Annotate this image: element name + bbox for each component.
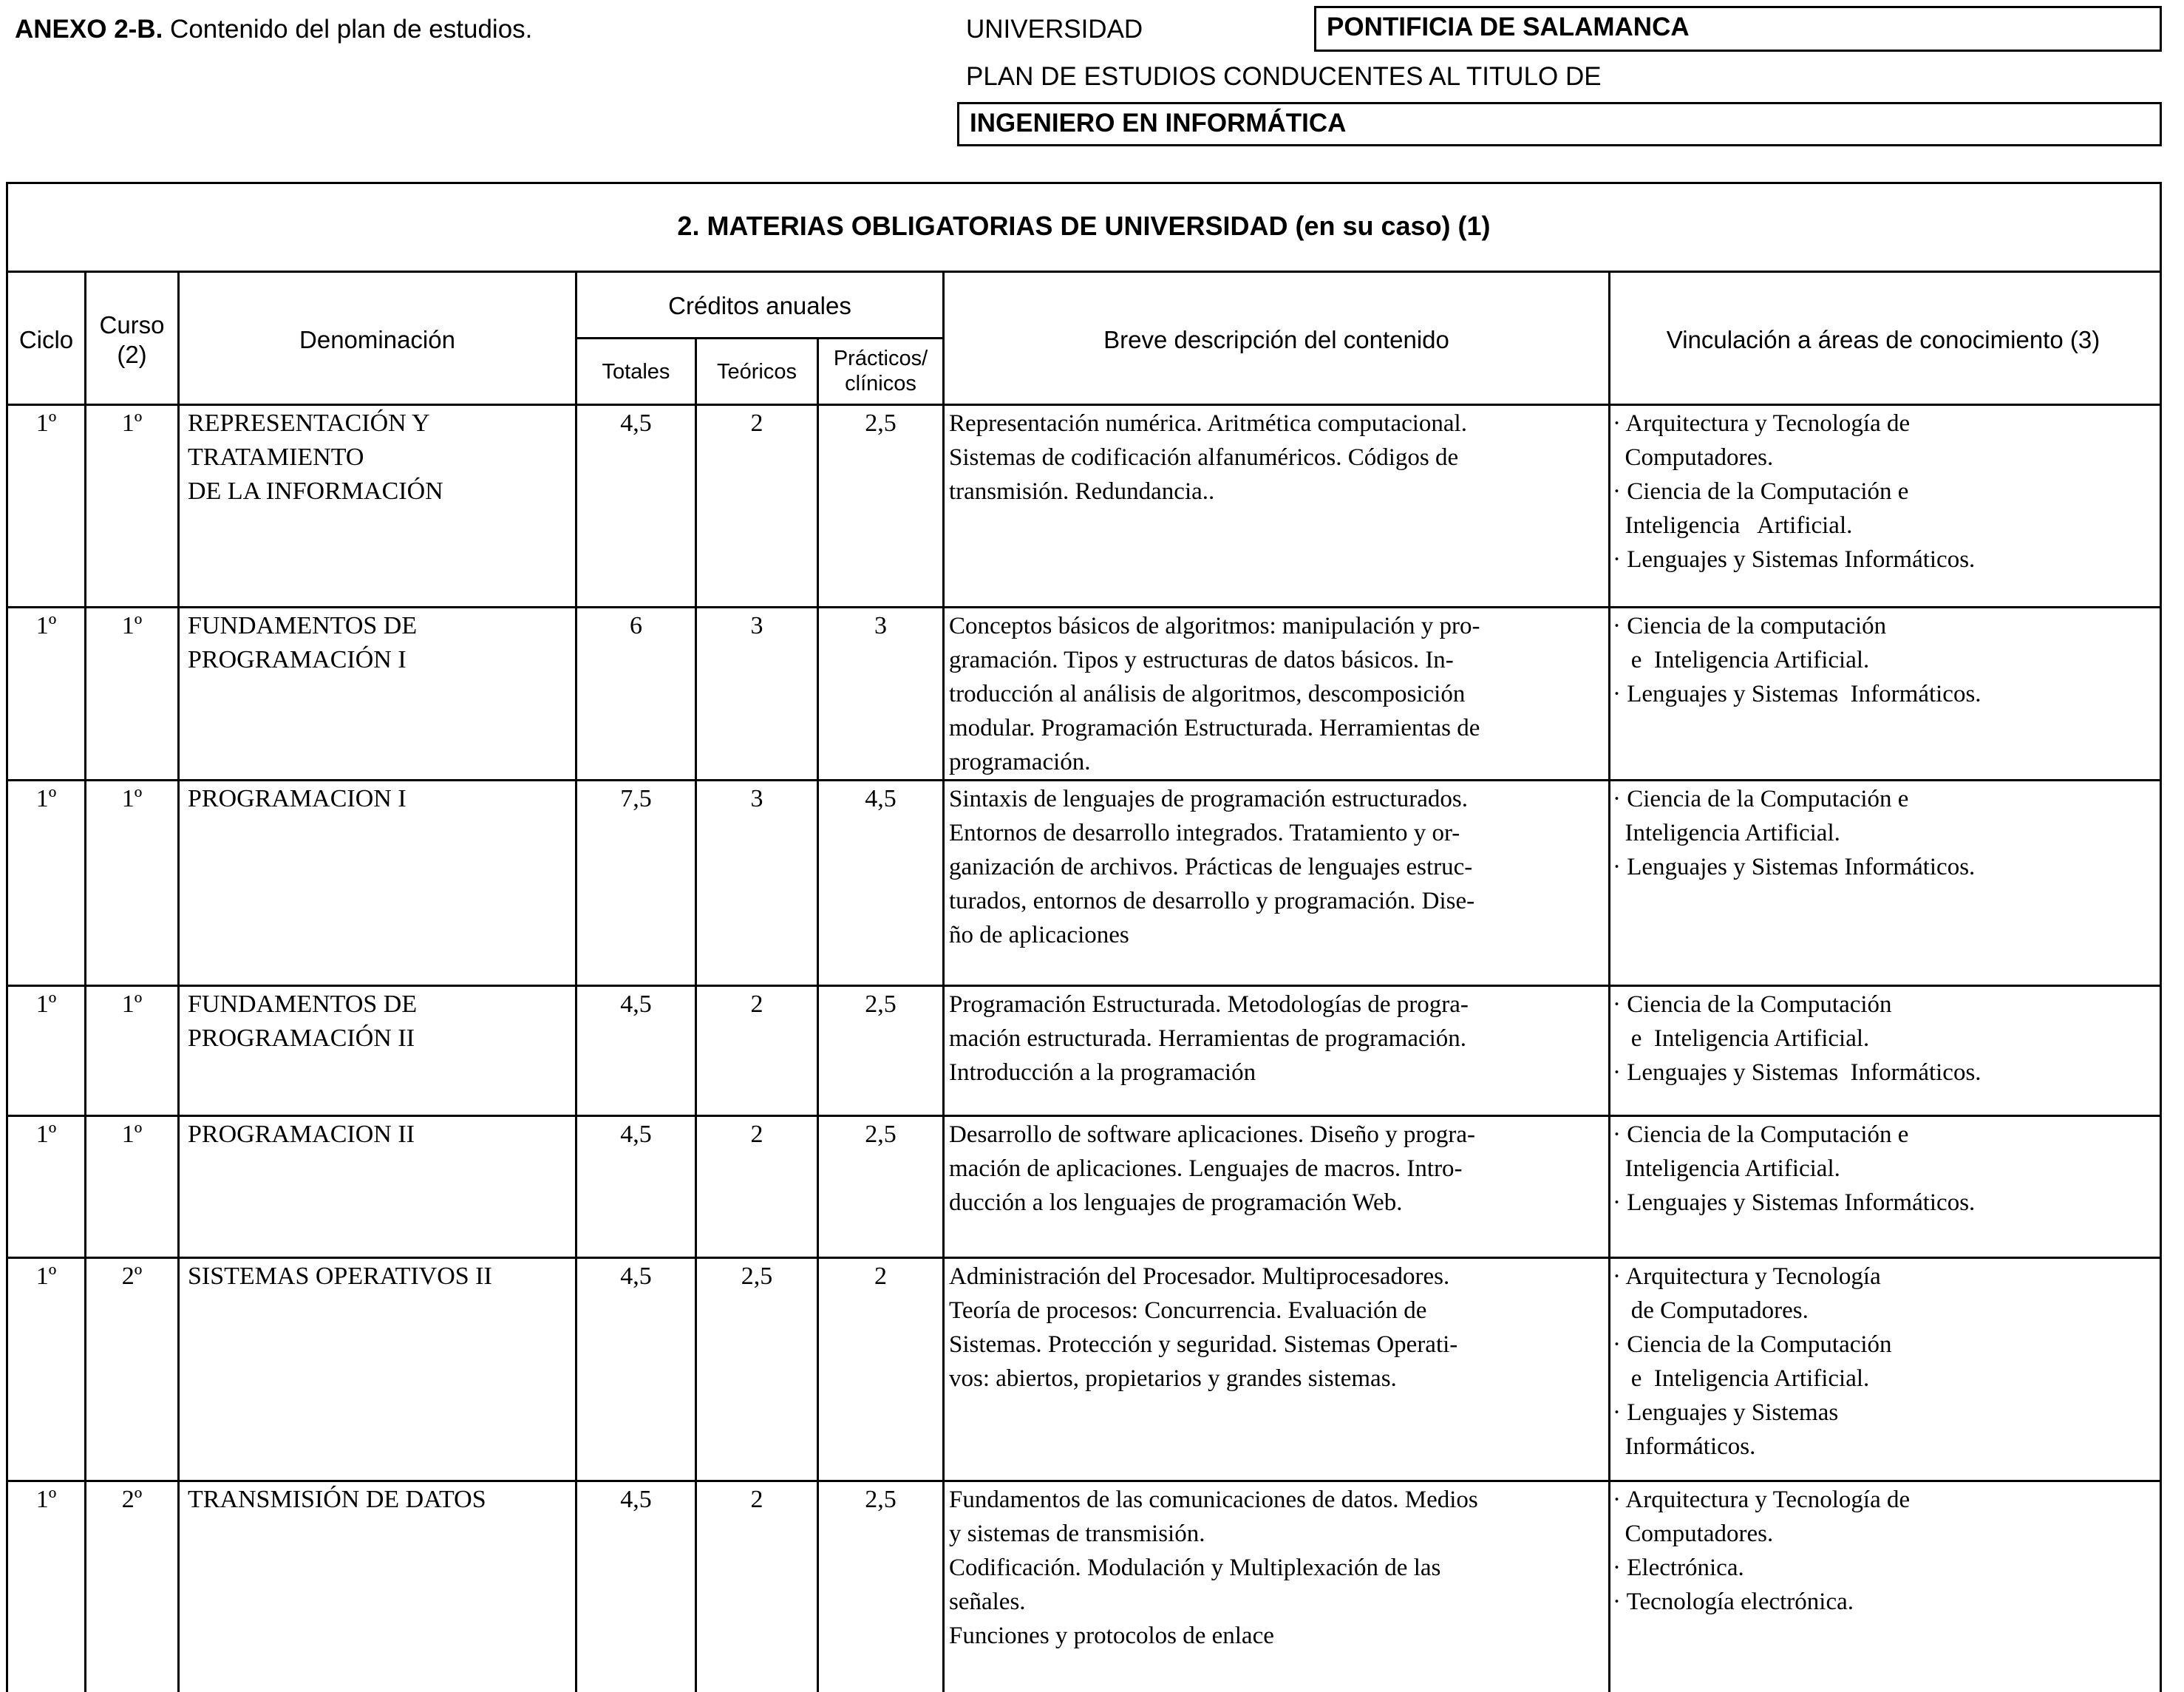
- description-line: Desarrollo de software aplicaciones. Diseño y progra-: [949, 1121, 1475, 1148]
- cell-practicos: [818, 988, 943, 1022]
- description-line: turados, entornos de desarrollo y programación. Dise-: [949, 888, 1475, 914]
- description-line: mación de aplicaciones. Lenguajes de macros. Intro-: [949, 1155, 1463, 1182]
- col-header-teoricos: Teóricos: [717, 360, 797, 384]
- description-line: ño de aplicaciones: [949, 922, 1129, 948]
- cell-totales: [576, 988, 695, 1022]
- description-line: Teoría de procesos: Concurrencia. Evaluación de: [949, 1297, 1427, 1324]
- practicos-value: 2,5: [865, 991, 897, 1018]
- area-line: Informáticos.: [1613, 1433, 1756, 1460]
- area-line: de Computadores.: [1613, 1297, 1809, 1324]
- area-line: · Arquitectura y Tecnología de: [1613, 410, 1911, 437]
- cell-denominacion: [188, 1260, 492, 1294]
- curso-value: 1º: [121, 785, 143, 812]
- area-line: · Lenguajes y Sistemas: [1613, 1399, 1839, 1426]
- cell-teoricos: [696, 407, 817, 441]
- area-line: · Arquitectura y Tecnología: [1613, 1263, 1881, 1290]
- cell-vinculacion: [1613, 1260, 1892, 1464]
- practicos-value: 2,5: [865, 410, 897, 437]
- cell-practicos: [818, 1260, 943, 1294]
- area-line: · Lenguajes y Sistemas Informáticos.: [1613, 681, 1981, 707]
- col-sep-practicos: [942, 271, 945, 1692]
- rule-header-bottom: [6, 404, 2162, 406]
- section-title: 2. MATERIAS OBLIGATORIAS DE UNIVERSIDAD (en su caso) (1): [677, 211, 1491, 241]
- area-line: · Tecnología electrónica.: [1613, 1589, 1854, 1615]
- cell-curso: [86, 407, 178, 441]
- description-line: modular. Programación Estructurada. Herramientas de: [949, 715, 1480, 741]
- cell-descripcion: [949, 782, 1474, 952]
- col-header-ciclo: Ciclo: [18, 326, 74, 353]
- cell-ciclo: [7, 988, 85, 1022]
- area-line: · Ciencia de la Computación: [1613, 1331, 1892, 1358]
- annex-description: Contenido del plan de estudios.: [163, 15, 533, 44]
- description-line: Fundamentos de las comunicaciones de datos. Medios: [949, 1487, 1478, 1513]
- rule-row-6: [6, 1480, 2162, 1482]
- cell-denominacion: [188, 988, 417, 1056]
- practicos-value: 2,5: [865, 1486, 897, 1513]
- description-line: transmisión. Redundancia..: [949, 478, 1215, 505]
- rule-row-1: [6, 606, 2162, 608]
- description-line: ducción a los lenguajes de programación Web.: [949, 1189, 1403, 1216]
- subject-name-line: PROGRAMACION I: [188, 785, 406, 812]
- totales-value: 4,5: [620, 1121, 652, 1148]
- totales-value: 4,5: [620, 991, 652, 1018]
- col-header-descripcion: Breve descripción del contenido: [1103, 326, 1449, 353]
- area-line: · Lenguajes y Sistemas Informáticos.: [1613, 1189, 1976, 1216]
- col-sep-ciclo: [84, 271, 86, 1692]
- cell-vinculacion: [1613, 782, 1975, 884]
- university-name-box: PONTIFICIA DE SALAMANCA: [1314, 6, 2162, 52]
- annex-heading: [15, 15, 532, 44]
- totales-value: 6: [630, 612, 642, 639]
- description-line: Programación Estructurada. Metodologías de progra-: [949, 991, 1469, 1018]
- cell-teoricos: [696, 1483, 817, 1517]
- curso-value: 1º: [121, 410, 143, 437]
- cell-curso: [86, 782, 178, 816]
- cell-descripcion: [949, 1260, 1457, 1396]
- cell-ciclo: [7, 782, 85, 816]
- cell-curso: [86, 988, 178, 1022]
- ciclo-value: 1º: [35, 785, 57, 812]
- area-line: · Ciencia de la computación: [1613, 613, 1887, 639]
- curso-value: 1º: [121, 1121, 143, 1148]
- area-line: · Electrónica.: [1613, 1555, 1744, 1581]
- description-line: señales.: [949, 1589, 1026, 1615]
- col-sep-descripcion: [1608, 271, 1610, 1692]
- cell-denominacion: [188, 609, 417, 677]
- rule-row-3: [6, 985, 2162, 987]
- teoricos-value: 2: [750, 1486, 763, 1513]
- area-line: · Ciencia de la Computación: [1613, 991, 1892, 1018]
- description-line: vos: abiertos, propietarios y grandes sistemas.: [949, 1365, 1397, 1392]
- curso-value: 1º: [121, 991, 143, 1018]
- cell-teoricos: [696, 609, 817, 643]
- description-line: mación estructurada. Herramientas de programación.: [949, 1025, 1467, 1052]
- area-line: · Ciencia de la Computación e: [1613, 1121, 1909, 1148]
- ciclo-value: 1º: [35, 1121, 57, 1148]
- description-line: Administración del Procesador. Multiprocesadores.: [949, 1263, 1450, 1290]
- col-sep-curso: [177, 271, 180, 1692]
- area-line: · Ciencia de la Computación e: [1613, 478, 1909, 505]
- cell-descripcion: [949, 407, 1467, 509]
- cell-practicos: [818, 782, 943, 816]
- practicos-value: 4,5: [865, 785, 897, 812]
- subject-name-line: FUNDAMENTOS DE: [188, 991, 418, 1018]
- totales-value: 7,5: [620, 785, 652, 812]
- subject-name-line: PROGRAMACIÓN I: [188, 646, 406, 673]
- cell-ciclo: [7, 407, 85, 441]
- subject-name-line: SISTEMAS OPERATIVOS II: [188, 1263, 492, 1290]
- practicos-value: 2,5: [865, 1121, 897, 1148]
- area-line: Computadores.: [1613, 1521, 1774, 1547]
- subject-name-line: PROGRAMACION II: [188, 1121, 415, 1148]
- cell-curso: [86, 1118, 178, 1152]
- subject-name-line: REPRESENTACIÓN Y: [188, 410, 430, 437]
- cell-curso: [86, 1483, 178, 1517]
- cell-ciclo: [7, 609, 85, 643]
- teoricos-value: 2,5: [741, 1263, 773, 1290]
- description-line: programación.: [949, 749, 1091, 775]
- cell-vinculacion: [1613, 988, 1981, 1090]
- ciclo-value: 1º: [35, 991, 57, 1018]
- description-line: Representación numérica. Aritmética computacional.: [949, 410, 1467, 437]
- cell-teoricos: [696, 1118, 817, 1152]
- area-line: e Inteligencia Artificial.: [1613, 1365, 1870, 1392]
- description-line: Sistemas de codificación alfanuméricos. Códigos de: [949, 444, 1459, 471]
- cell-denominacion: [188, 1118, 415, 1152]
- description-line: Introducción a la programación: [949, 1059, 1256, 1086]
- cell-ciclo: [7, 1483, 85, 1517]
- practicos-value: 2: [874, 1263, 887, 1290]
- ciclo-value: 1º: [35, 1486, 57, 1513]
- cell-teoricos: [696, 1260, 817, 1294]
- curso-value: 2º: [121, 1486, 143, 1513]
- cell-vinculacion: [1613, 407, 1975, 577]
- cell-descripcion: [949, 988, 1469, 1090]
- cell-denominacion: [188, 1483, 486, 1517]
- cell-totales: [576, 609, 695, 643]
- area-line: · Lenguajes y Sistemas Informáticos.: [1613, 546, 1976, 573]
- cell-vinculacion: [1613, 1118, 1975, 1220]
- col-header-denominacion: Denominación: [299, 326, 455, 353]
- curso-value: 2º: [121, 1263, 143, 1290]
- area-line: · Arquitectura y Tecnología de: [1613, 1487, 1911, 1513]
- ciclo-value: 1º: [35, 612, 57, 639]
- cell-totales: [576, 1483, 695, 1517]
- area-line: Inteligencia Artificial.: [1613, 512, 1853, 539]
- area-line: · Ciencia de la Computación e: [1613, 786, 1909, 812]
- rule-row-5: [6, 1257, 2162, 1259]
- subject-name-line: FUNDAMENTOS DE: [188, 612, 418, 639]
- description-line: Sistemas. Protección y seguridad. Sistemas Operati-: [949, 1331, 1458, 1358]
- cell-totales: [576, 1118, 695, 1152]
- cell-descripcion: [949, 1118, 1475, 1220]
- col-sep-denominacion: [575, 271, 577, 1692]
- cell-totales: [576, 1260, 695, 1294]
- area-line: Computadores.: [1613, 444, 1774, 471]
- rule-row-2: [6, 779, 2162, 781]
- col-header-totales: Totales: [602, 360, 670, 384]
- cell-practicos: [818, 609, 943, 643]
- cell-totales: [576, 407, 695, 441]
- cell-practicos: [818, 1483, 943, 1517]
- teoricos-value: 3: [750, 785, 763, 812]
- subject-name-line: TRATAMIENTO: [188, 444, 364, 471]
- col-header-practicos: Prácticos/ clínicos: [833, 347, 928, 395]
- description-line: troducción al análisis de algoritmos, descomposición: [949, 681, 1466, 707]
- cell-vinculacion: [1613, 609, 1981, 711]
- university-label: UNIVERSIDAD: [966, 15, 1143, 44]
- totales-value: 4,5: [620, 1263, 652, 1290]
- subject-name-line: DE LA INFORMACIÓN: [188, 478, 443, 505]
- description-line: Sintaxis de lenguajes de programación estructurados.: [949, 786, 1468, 812]
- area-line: e Inteligencia Artificial.: [1613, 1025, 1870, 1052]
- cell-totales: [576, 782, 695, 816]
- col-header-creditos: Créditos anuales: [668, 292, 851, 319]
- totales-value: 4,5: [620, 410, 652, 437]
- degree-box: INGENIERO EN INFORMÁTICA: [957, 102, 2162, 146]
- subject-name-line: PROGRAMACIÓN II: [188, 1025, 415, 1052]
- area-line: e Inteligencia Artificial.: [1613, 647, 1870, 673]
- cell-curso: [86, 1260, 178, 1294]
- col-header-vinculacion: Vinculación a áreas de conocimiento (3): [1666, 326, 2100, 353]
- ciclo-value: 1º: [35, 410, 57, 437]
- area-line: Inteligencia Artificial.: [1613, 820, 1840, 846]
- ciclo-value: 1º: [35, 1263, 57, 1290]
- description-line: gramación. Tipos y estructuras de datos básicos. In-: [949, 647, 1454, 673]
- description-line: Entornos de desarrollo integrados. Tratamiento y or-: [949, 820, 1460, 846]
- description-line: Codificación. Modulación y Multiplexación de las: [949, 1555, 1441, 1581]
- subject-name-line: TRANSMISIÓN DE DATOS: [188, 1486, 486, 1513]
- cell-denominacion: [188, 407, 443, 509]
- description-line: Conceptos básicos de algoritmos: manipulación y pro-: [949, 613, 1480, 639]
- cell-teoricos: [696, 782, 817, 816]
- rule-credits-sub: [575, 337, 942, 339]
- description-line: y sistemas de transmisión.: [949, 1521, 1205, 1547]
- rule-title-bottom: [6, 271, 2162, 273]
- area-line: Inteligencia Artificial.: [1613, 1155, 1840, 1182]
- cell-ciclo: [7, 1118, 85, 1152]
- cell-descripcion: [949, 1483, 1478, 1653]
- cell-curso: [86, 609, 178, 643]
- practicos-value: 3: [874, 612, 887, 639]
- cell-denominacion: [188, 782, 406, 816]
- col-header-curso: Curso (2): [99, 311, 165, 368]
- totales-value: 4,5: [620, 1486, 652, 1513]
- description-line: ganización de archivos. Prácticas de lenguajes estruc-: [949, 854, 1473, 880]
- cell-practicos: [818, 1118, 943, 1152]
- area-line: · Lenguajes y Sistemas Informáticos.: [1613, 854, 1976, 880]
- cell-descripcion: [949, 609, 1480, 779]
- cell-vinculacion: [1613, 1483, 1910, 1619]
- cell-ciclo: [7, 1260, 85, 1294]
- annex-label: ANEXO 2-B.: [15, 15, 163, 44]
- teoricos-value: 2: [750, 410, 763, 437]
- curso-value: 1º: [121, 612, 143, 639]
- cell-practicos: [818, 407, 943, 441]
- description-line: Funciones y protocolos de enlace: [949, 1623, 1274, 1649]
- area-line: · Lenguajes y Sistemas Informáticos.: [1613, 1059, 1981, 1086]
- teoricos-value: 2: [750, 1121, 763, 1148]
- teoricos-value: 2: [750, 991, 763, 1018]
- plan-label: PLAN DE ESTUDIOS CONDUCENTES AL TITULO DE: [966, 62, 1602, 91]
- teoricos-value: 3: [750, 612, 763, 639]
- cell-teoricos: [696, 988, 817, 1022]
- rule-row-4: [6, 1115, 2162, 1117]
